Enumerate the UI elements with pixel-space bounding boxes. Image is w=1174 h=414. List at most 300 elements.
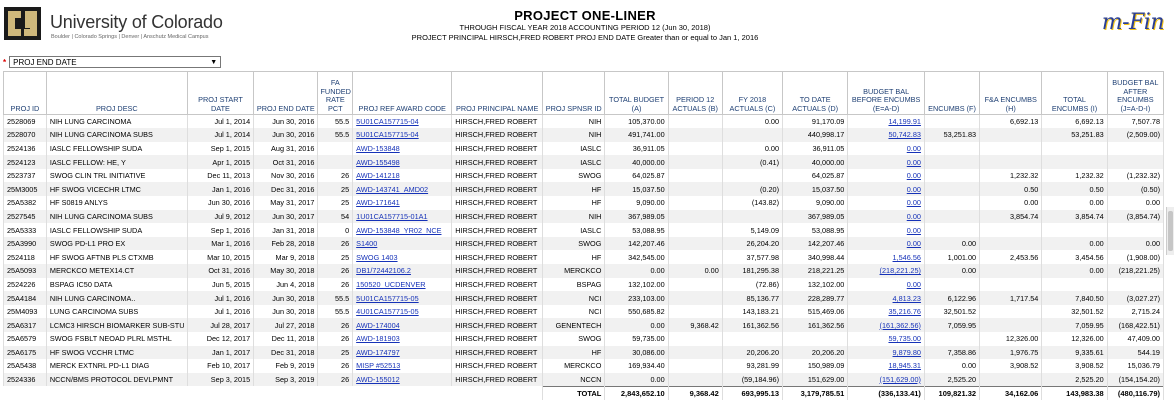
table-header-row — [4, 72, 1164, 115]
table-row — [4, 291, 1164, 305]
cell-todate-actuals: 340,998.44 — [783, 250, 848, 264]
cell-proj-id: 2523737 — [4, 169, 47, 183]
cell-total-budget: 64,025.87 — [605, 169, 668, 183]
cell-fa-rate: 55.5 — [318, 115, 353, 129]
cell-budget-bal-before[interactable]: 59,735.00 — [848, 332, 925, 346]
cell-principal: HIRSCH,FRED ROBERT — [452, 346, 543, 360]
cell-period-actuals: 0.00 — [668, 264, 722, 278]
cell-proj-id: 2524226 — [4, 278, 47, 292]
cell-start-date: Mar 10, 2015 — [187, 250, 253, 264]
cell-sponsor: HF — [543, 196, 605, 210]
cell-encumbs — [924, 169, 979, 183]
cell-fy-actuals: 5,149.09 — [722, 223, 782, 237]
cell-fa-rate: 25 — [318, 250, 353, 264]
cell-fa-rate: 26 — [318, 373, 353, 387]
cell-todate-actuals: 9,090.00 — [783, 196, 848, 210]
cell-principal: HIRSCH,FRED ROBERT — [452, 210, 543, 224]
cell-sponsor: NCI — [543, 305, 605, 319]
cell-period-actuals — [668, 115, 722, 129]
campus-list: Boulder | Colorado Springs | Denver | Anschutz Medical Campus — [51, 34, 209, 40]
cell-proj-id: 25A3990 — [4, 237, 47, 251]
cell-budget-bal-before[interactable]: 14,199.91 — [848, 115, 925, 129]
cell-total-encumbs: 0.50 — [1042, 182, 1107, 196]
cell-sponsor: SWOG — [543, 169, 605, 183]
cell-budget-bal-before[interactable]: (151,629.00) — [848, 373, 925, 387]
table-row — [4, 264, 1164, 278]
total-spacer — [4, 386, 47, 400]
total-spacer — [254, 386, 318, 400]
cell-encumbs — [924, 115, 979, 129]
cell-fa-rate: 26 — [318, 318, 353, 332]
cell-budget-bal-after — [1107, 155, 1163, 169]
cell-end-date: Dec 31, 2018 — [254, 346, 318, 360]
cell-total-budget: 491,741.00 — [605, 128, 668, 142]
cell-total-encumbs — [1042, 142, 1107, 156]
cell-fa-rate: 55.5 — [318, 305, 353, 319]
cell-award-code[interactable]: 5U01CA157715-04 — [353, 115, 452, 129]
cell-encumbs: 6,122.96 — [924, 291, 979, 305]
cell-total-encumbs: 2,525.20 — [1042, 373, 1107, 387]
cell-fa-rate: 25 — [318, 346, 353, 360]
cell-principal: HIRSCH,FRED ROBERT — [452, 223, 543, 237]
total-budget-bal-before: (336,133.41) — [848, 386, 925, 400]
cell-end-date: Oct 31, 2016 — [254, 155, 318, 169]
cell-end-date: Jun 30, 2017 — [254, 210, 318, 224]
cell-budget-bal-before[interactable]: (218,221.25) — [848, 264, 925, 278]
cell-encumbs: 2,525.20 — [924, 373, 979, 387]
required-marker: * — [3, 57, 7, 67]
cell-sponsor: HF — [543, 250, 605, 264]
cell-budget-bal-after: 7,507.78 — [1107, 115, 1163, 129]
cell-budget-bal-after — [1107, 223, 1163, 237]
table-row — [4, 155, 1164, 169]
cell-principal: HIRSCH,FRED ROBERT — [452, 128, 543, 142]
cell-todate-actuals: 64,025.87 — [783, 169, 848, 183]
cell-budget-bal-before[interactable]: 0.00 — [848, 210, 925, 224]
cell-award-code[interactable]: 1U01CA157715-01A1 — [353, 210, 452, 224]
cell-fa-encumbs: 3,854.74 — [980, 210, 1042, 224]
cell-start-date: Jun 5, 2015 — [187, 278, 253, 292]
cell-award-code[interactable]: 5U01CA157715-04 — [353, 128, 452, 142]
cell-start-date: Sep 3, 2015 — [187, 373, 253, 387]
cell-fy-actuals: 93,281.99 — [722, 359, 782, 373]
cell-fa-rate: 55.5 — [318, 128, 353, 142]
col-header-encumbs: ENCUMBS (F) — [924, 72, 979, 115]
cell-end-date: Feb 28, 2018 — [254, 237, 318, 251]
cell-total-encumbs: 3,854.74 — [1042, 210, 1107, 224]
cell-fa-encumbs — [980, 305, 1042, 319]
cell-budget-bal-after: 0.00 — [1107, 196, 1163, 210]
cell-proj-desc: LUNG CARCINOMA SUBS — [46, 305, 187, 319]
table-row — [4, 182, 1164, 196]
col-header-principal: PROJ PRINCIPAL NAME — [452, 72, 543, 115]
cell-todate-actuals: 15,037.50 — [783, 182, 848, 196]
cell-principal: HIRSCH,FRED ROBERT — [452, 359, 543, 373]
col-header-todate-actuals: TO DATE ACTUALS (D) — [783, 72, 848, 115]
table-row — [4, 115, 1164, 129]
cell-fa-encumbs: 3,908.52 — [980, 359, 1042, 373]
cell-start-date: Jul 1, 2014 — [187, 115, 253, 129]
cell-award-code[interactable]: AWD-153848_YR02_NCE — [353, 223, 452, 237]
cell-fa-rate: 54 — [318, 210, 353, 224]
cell-proj-id: 2524123 — [4, 155, 47, 169]
cell-principal: HIRSCH,FRED ROBERT — [452, 318, 543, 332]
table-row — [4, 305, 1164, 319]
cell-budget-bal-before[interactable]: 0.00 — [848, 182, 925, 196]
cell-budget-bal-before[interactable]: 0.00 — [848, 142, 925, 156]
cell-fy-actuals: 37,577.98 — [722, 250, 782, 264]
report-filters: PROJECT PRINCIPAL HIRSCH,FRED ROBERT PROJ END DATE Greater than or equal to Jan 1, 2016 — [411, 33, 759, 42]
cell-total-budget: 59,735.00 — [605, 332, 668, 346]
cell-proj-id: 2527545 — [4, 210, 47, 224]
cell-total-encumbs: 32,501.52 — [1042, 305, 1107, 319]
cell-award-code[interactable]: AWD-143741_AMD02 — [353, 182, 452, 196]
cell-proj-id: 25M3005 — [4, 182, 47, 196]
cell-budget-bal-after: 2,715.24 — [1107, 305, 1163, 319]
cell-encumbs: 7,358.86 — [924, 346, 979, 360]
cell-todate-actuals: 40,000.00 — [783, 155, 848, 169]
cell-budget-bal-after: (154,154.20) — [1107, 373, 1163, 387]
cell-award-code[interactable]: AWD-174004 — [353, 318, 452, 332]
cell-award-code[interactable]: AWD-155012 — [353, 373, 452, 387]
cell-proj-id: 25A6579 — [4, 332, 47, 346]
cell-fy-actuals: (59,184.96) — [722, 373, 782, 387]
cell-encumbs — [924, 210, 979, 224]
cell-fa-encumbs: 12,326.00 — [980, 332, 1042, 346]
cell-fy-actuals: (72.86) — [722, 278, 782, 292]
cell-encumbs — [924, 182, 979, 196]
total-label: TOTAL — [543, 386, 605, 400]
cell-budget-bal-after: 544.19 — [1107, 346, 1163, 360]
cell-start-date: Oct 31, 2016 — [187, 264, 253, 278]
cell-todate-actuals: 132,102.00 — [783, 278, 848, 292]
cell-todate-actuals: 36,911.05 — [783, 142, 848, 156]
cell-fa-encumbs — [980, 373, 1042, 387]
cell-sponsor: HF — [543, 346, 605, 360]
cell-end-date: Dec 31, 2016 — [254, 182, 318, 196]
cell-todate-actuals — [783, 332, 848, 346]
cell-proj-desc: NCCN/BMS PROTOCOL DEVLPMNT — [46, 373, 187, 387]
university-name: University of Colorado — [50, 12, 223, 32]
table-row — [4, 196, 1164, 210]
cell-encumbs: 1,001.00 — [924, 250, 979, 264]
cell-start-date: Sep 1, 2016 — [187, 223, 253, 237]
cell-budget-bal-before[interactable]: 0.00 — [848, 196, 925, 210]
sort-select-value: PROJ END DATE — [13, 57, 77, 67]
cell-fa-encumbs: 0.00 — [980, 196, 1042, 210]
cell-budget-bal-before[interactable]: 0.00 — [848, 278, 925, 292]
cell-proj-id: 2524118 — [4, 250, 47, 264]
cell-start-date: Dec 12, 2017 — [187, 332, 253, 346]
cell-fy-actuals: 26,204.20 — [722, 237, 782, 251]
cell-total-encumbs — [1042, 278, 1107, 292]
cell-start-date: Jul 1, 2014 — [187, 128, 253, 142]
cell-fa-encumbs — [980, 318, 1042, 332]
cell-principal: HIRSCH,FRED ROBERT — [452, 182, 543, 196]
cell-proj-id: 2524336 — [4, 373, 47, 387]
cell-award-code[interactable]: S1400 — [353, 237, 452, 251]
cell-todate-actuals: 91,170.09 — [783, 115, 848, 129]
total-row — [4, 386, 1164, 400]
cell-fy-actuals: 0.00 — [722, 115, 782, 129]
cell-total-budget: 233,103.00 — [605, 291, 668, 305]
cell-budget-bal-before[interactable]: 0.00 — [848, 169, 925, 183]
total-fy-actuals: 693,995.13 — [722, 386, 782, 400]
col-header-sponsor: PROJ SPNSR ID — [543, 72, 605, 115]
cell-proj-desc: HF SWOG VICECHR LTMC — [46, 182, 187, 196]
university-logo — [4, 6, 224, 44]
cell-budget-bal-after: 0.00 — [1107, 237, 1163, 251]
cell-start-date: Mar 1, 2016 — [187, 237, 253, 251]
cell-fy-actuals — [722, 169, 782, 183]
total-total-budget: 2,843,652.10 — [605, 386, 668, 400]
cell-budget-bal-before[interactable]: 0.00 — [848, 223, 925, 237]
col-header-period-actuals: PERIOD 12 ACTUALS (B) — [668, 72, 722, 115]
cell-todate-actuals: 142,207.46 — [783, 237, 848, 251]
cell-award-code[interactable]: SWOG 1403 — [353, 250, 452, 264]
cell-budget-bal-before[interactable]: 50,742.83 — [848, 128, 925, 142]
cell-fa-encumbs: 1,976.75 — [980, 346, 1042, 360]
cell-award-code[interactable]: AWD-155498 — [353, 155, 452, 169]
cell-period-actuals — [668, 210, 722, 224]
cell-principal: HIRSCH,FRED ROBERT — [452, 250, 543, 264]
cell-end-date: Nov 30, 2016 — [254, 169, 318, 183]
cell-budget-bal-before[interactable]: (161,362.56) — [848, 318, 925, 332]
cell-principal: HIRSCH,FRED ROBERT — [452, 169, 543, 183]
cell-proj-id: 25A5438 — [4, 359, 47, 373]
cell-end-date: Jul 27, 2018 — [254, 318, 318, 332]
col-header-budget-bal-after: BUDGET BAL AFTER ENCUMBS (J=A-D-I) — [1107, 72, 1163, 115]
project-table — [3, 71, 1164, 400]
cell-total-encumbs — [1042, 223, 1107, 237]
cell-proj-desc: IASLC FELLOWSHIP SUDA — [46, 223, 187, 237]
cell-principal: HIRSCH,FRED ROBERT — [452, 264, 543, 278]
cell-fa-rate: 26 — [318, 169, 353, 183]
cell-period-actuals — [668, 237, 722, 251]
cell-award-code[interactable]: AWD-174797 — [353, 346, 452, 360]
cell-total-budget: 0.00 — [605, 264, 668, 278]
col-header-award-code: PROJ REF AWARD CODE — [353, 72, 452, 115]
cell-start-date: Jan 1, 2017 — [187, 346, 253, 360]
cell-budget-bal-after: (3,027.27) — [1107, 291, 1163, 305]
cell-budget-bal-before[interactable]: 0.00 — [848, 155, 925, 169]
table-row — [4, 169, 1164, 183]
cell-fa-rate: 26 — [318, 237, 353, 251]
cell-award-code[interactable]: MISP #52513 — [353, 359, 452, 373]
cell-todate-actuals: 515,469.06 — [783, 305, 848, 319]
cell-award-code[interactable]: 5U01CA157715-05 — [353, 291, 452, 305]
cell-principal: HIRSCH,FRED ROBERT — [452, 115, 543, 129]
cell-end-date: Aug 31, 2016 — [254, 142, 318, 156]
cell-budget-bal-after — [1107, 142, 1163, 156]
cell-end-date: Dec 11, 2018 — [254, 332, 318, 346]
cell-encumbs: 0.00 — [924, 237, 979, 251]
cell-fa-encumbs — [980, 142, 1042, 156]
cell-sponsor: MERCKCO — [543, 264, 605, 278]
cell-end-date: May 30, 2018 — [254, 264, 318, 278]
cell-fa-rate — [318, 155, 353, 169]
col-header-proj-desc: PROJ DESC — [46, 72, 187, 115]
total-fa-encumbs: 34,162.06 — [980, 386, 1042, 400]
cell-fa-rate: 25 — [318, 196, 353, 210]
cell-sponsor: SWOG — [543, 332, 605, 346]
col-header-fa-encumbs: F&A ENCUMBS (H) — [980, 72, 1042, 115]
cell-start-date: Jul 9, 2012 — [187, 210, 253, 224]
cell-budget-bal-before[interactable]: 1,546.56 — [848, 250, 925, 264]
total-spacer — [46, 386, 187, 400]
cell-fy-actuals: 85,136.77 — [722, 291, 782, 305]
cell-period-actuals — [668, 278, 722, 292]
cell-encumbs: 0.00 — [924, 359, 979, 373]
total-total-encumbs: 143,983.38 — [1042, 386, 1107, 400]
cell-sponsor: NIH — [543, 115, 605, 129]
cell-fy-actuals: 143,183.21 — [722, 305, 782, 319]
table-row — [4, 210, 1164, 224]
table-row — [4, 373, 1164, 387]
cell-end-date: Jan 31, 2018 — [254, 223, 318, 237]
scrollbar[interactable] — [1166, 207, 1174, 255]
cell-total-budget: 40,000.00 — [605, 155, 668, 169]
table-row — [4, 142, 1164, 156]
cell-budget-bal-after: 15,036.79 — [1107, 359, 1163, 373]
sort-prompt — [3, 56, 221, 68]
cell-total-budget: 30,086.00 — [605, 346, 668, 360]
cell-proj-id: 25A6175 — [4, 346, 47, 360]
cell-proj-desc: MERCK EXTNRL PD-L1 DIAG — [46, 359, 187, 373]
cell-principal: HIRSCH,FRED ROBERT — [452, 332, 543, 346]
cell-proj-desc: HF SWOG VCCHR LTMC — [46, 346, 187, 360]
cell-proj-desc: NIH LUNG CARCINOMA SUBS — [46, 128, 187, 142]
total-spacer — [353, 386, 452, 400]
cell-sponsor: IASLC — [543, 223, 605, 237]
cell-budget-bal-after: (1,908.00) — [1107, 250, 1163, 264]
cell-fa-rate: 26 — [318, 278, 353, 292]
cell-award-code[interactable]: DB1/72442106.2 — [353, 264, 452, 278]
col-header-total-budget: TOTAL BUDGET (A) — [605, 72, 668, 115]
cell-fa-encumbs — [980, 223, 1042, 237]
chevron-down-icon[interactable]: ▼ — [210, 58, 218, 66]
col-header-fy-actuals: FY 2018 ACTUALS (C) — [722, 72, 782, 115]
total-spacer — [318, 386, 353, 400]
cell-todate-actuals: 218,221.25 — [783, 264, 848, 278]
cell-proj-desc: HF SWOG AFTNB PLS CTXMB — [46, 250, 187, 264]
col-header-end-date: PROJ END DATE — [254, 72, 318, 115]
cell-total-encumbs: 0.00 — [1042, 196, 1107, 210]
cell-fa-encumbs: 6,692.13 — [980, 115, 1042, 129]
cell-fy-actuals: (0.20) — [722, 182, 782, 196]
cell-fa-rate: 0 — [318, 223, 353, 237]
cell-period-actuals — [668, 332, 722, 346]
cell-award-code[interactable]: AWD-181903 — [353, 332, 452, 346]
col-header-fa-rate: FA FUNDED RATE PCT — [318, 72, 353, 115]
cell-award-code[interactable]: 4U01CA157715-05 — [353, 305, 452, 319]
cell-proj-desc: SWOG CLIN TRL INITIATIVE — [46, 169, 187, 183]
table-row — [4, 318, 1164, 332]
cell-proj-desc: IASLC FELLOW: HE, Y — [46, 155, 187, 169]
cell-todate-actuals: 228,289.77 — [783, 291, 848, 305]
cell-fa-rate: 25 — [318, 182, 353, 196]
total-spacer — [187, 386, 253, 400]
cell-budget-bal-after: (0.50) — [1107, 182, 1163, 196]
cell-principal: HIRSCH,FRED ROBERT — [452, 291, 543, 305]
cell-encumbs: 0.00 — [924, 264, 979, 278]
cell-start-date: Jan 1, 2016 — [187, 182, 253, 196]
sort-select[interactable] — [9, 56, 221, 68]
cell-proj-desc: NIH LUNG CARCINOMA — [46, 115, 187, 129]
cell-end-date: May 31, 2017 — [254, 196, 318, 210]
cell-budget-bal-before[interactable]: 18,945.31 — [848, 359, 925, 373]
cell-todate-actuals: 151,629.00 — [783, 373, 848, 387]
cell-budget-bal-after — [1107, 278, 1163, 292]
col-header-total-encumbs: TOTAL ENCUMBS (I) — [1042, 72, 1107, 115]
cell-encumbs — [924, 196, 979, 210]
cell-budget-bal-before[interactable]: 0.00 — [848, 237, 925, 251]
cell-period-actuals — [668, 182, 722, 196]
cell-total-budget: 367,989.05 — [605, 210, 668, 224]
cell-total-encumbs: 0.00 — [1042, 237, 1107, 251]
cell-proj-id: 25A5093 — [4, 264, 47, 278]
cell-fy-actuals: (0.41) — [722, 155, 782, 169]
cell-period-actuals — [668, 128, 722, 142]
cell-budget-bal-before[interactable]: 4,813.23 — [848, 291, 925, 305]
cell-budget-bal-before[interactable]: 35,216.76 — [848, 305, 925, 319]
cell-award-code[interactable]: AWD-153848 — [353, 142, 452, 156]
cell-fy-actuals: 0.00 — [722, 142, 782, 156]
cell-fa-encumbs: 1,717.54 — [980, 291, 1042, 305]
total-budget-bal-after: (480,116.79) — [1107, 386, 1163, 400]
cell-award-code[interactable]: AWD-171641 — [353, 196, 452, 210]
cell-todate-actuals: 20,206.20 — [783, 346, 848, 360]
cell-start-date: Dec 11, 2013 — [187, 169, 253, 183]
cell-sponsor: HF — [543, 182, 605, 196]
cell-total-budget: 0.00 — [605, 373, 668, 387]
scrollbar-thumb[interactable] — [1168, 211, 1173, 251]
cell-period-actuals — [668, 291, 722, 305]
cell-encumbs — [924, 155, 979, 169]
cell-encumbs — [924, 332, 979, 346]
cell-start-date: Jul 1, 2016 — [187, 291, 253, 305]
cell-award-code[interactable]: AWD-141218 — [353, 169, 452, 183]
cell-fa-encumbs: 1,232.32 — [980, 169, 1042, 183]
cell-period-actuals — [668, 250, 722, 264]
cell-budget-bal-after: (1,232.32) — [1107, 169, 1163, 183]
cell-todate-actuals: 150,989.09 — [783, 359, 848, 373]
cell-encumbs: 53,251.83 — [924, 128, 979, 142]
table-row — [4, 223, 1164, 237]
cell-fy-actuals: 161,362.56 — [722, 318, 782, 332]
col-header-proj-id: PROJ ID — [4, 72, 47, 115]
cell-sponsor: IASLC — [543, 142, 605, 156]
cell-budget-bal-before[interactable]: 9,879.80 — [848, 346, 925, 360]
table-row — [4, 359, 1164, 373]
cell-sponsor: SWOG — [543, 237, 605, 251]
cell-total-budget: 105,370.00 — [605, 115, 668, 129]
cell-sponsor: IASLC — [543, 155, 605, 169]
cell-total-encumbs: 7,840.50 — [1042, 291, 1107, 305]
cell-total-budget: 550,685.82 — [605, 305, 668, 319]
cell-encumbs — [924, 278, 979, 292]
cell-proj-id: 25A4184 — [4, 291, 47, 305]
cell-end-date: Mar 9, 2018 — [254, 250, 318, 264]
cell-proj-desc: NIH LUNG CARCINOMA SUBS — [46, 210, 187, 224]
cell-period-actuals — [668, 305, 722, 319]
cell-proj-desc: NIH LUNG CARCINOMA.. — [46, 291, 187, 305]
cell-principal: HIRSCH,FRED ROBERT — [452, 237, 543, 251]
cell-budget-bal-after: (2,509.00) — [1107, 128, 1163, 142]
cell-start-date: Apr 1, 2015 — [187, 155, 253, 169]
mfin-logo: m-Fin — [1101, 10, 1164, 35]
cell-award-code[interactable]: 150520_UCDENVER — [353, 278, 452, 292]
